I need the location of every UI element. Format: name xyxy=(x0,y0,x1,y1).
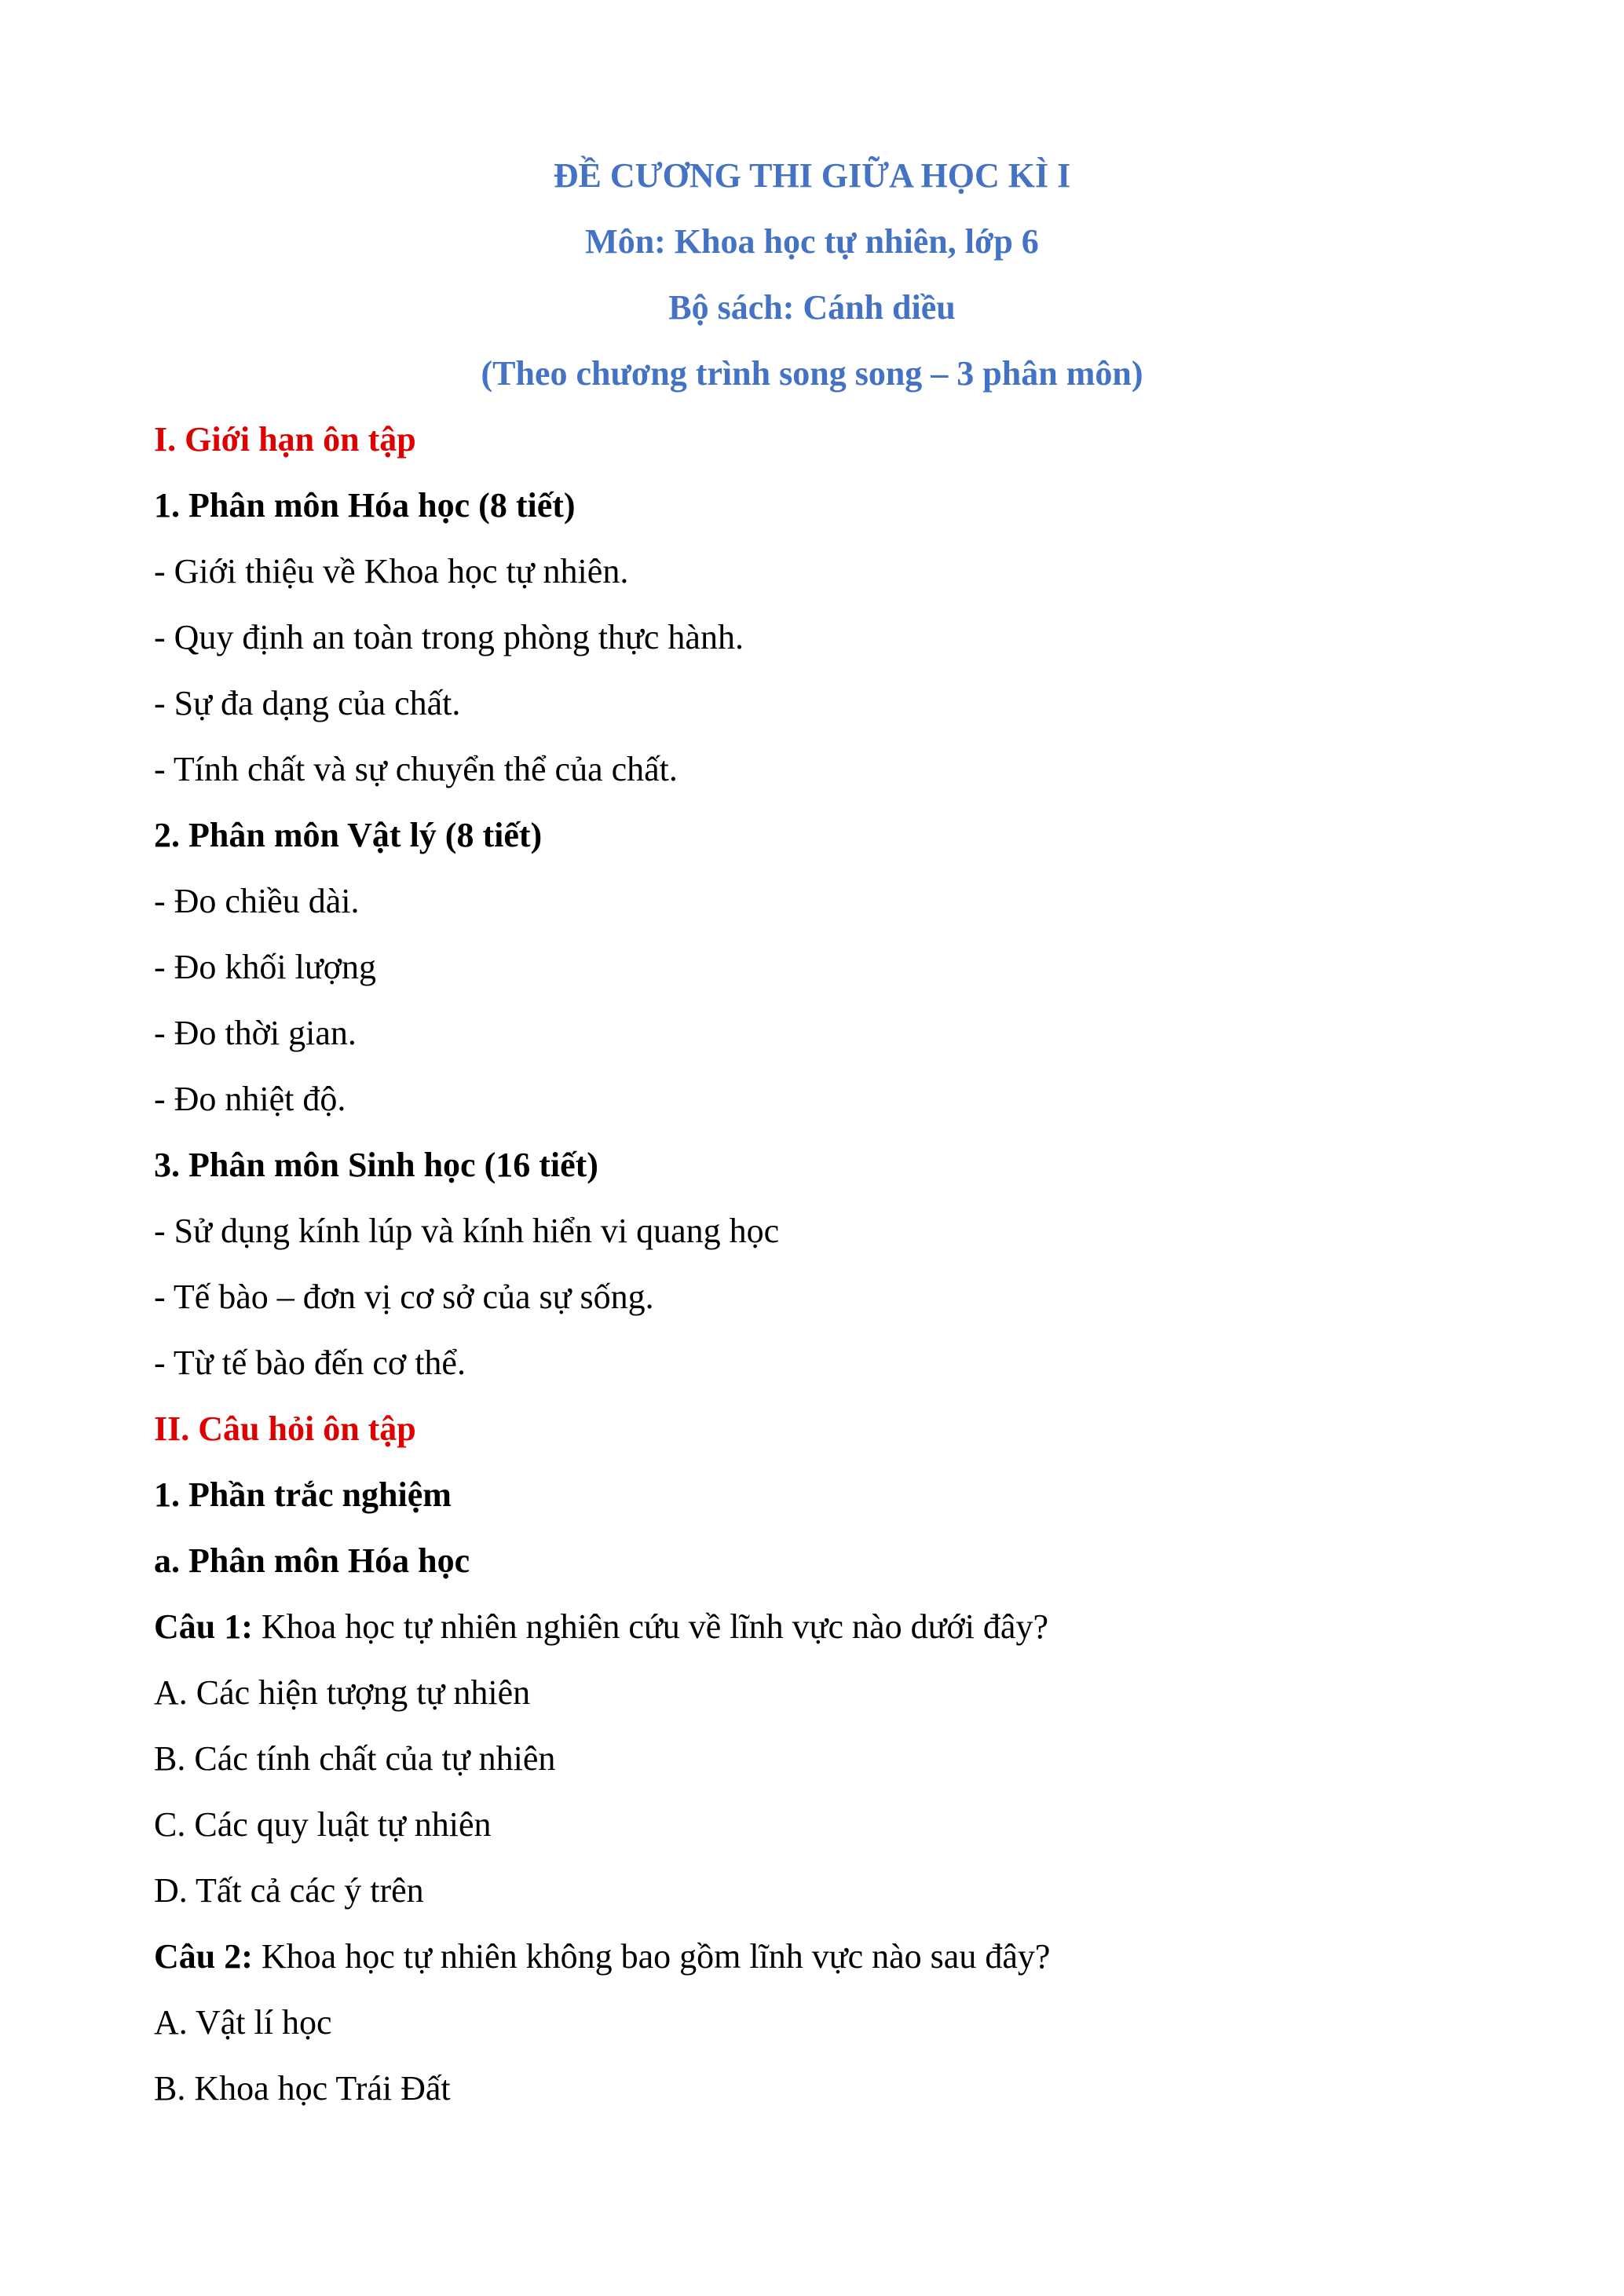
chem-heading: 1. Phân môn Hóa học (8 tiết) xyxy=(154,486,576,525)
question-text: Khoa học tự nhiên không bao gồm lĩnh vực nào sau đây? xyxy=(252,1937,1051,1976)
program-line: (Theo chương trình song song – 3 phân môn) xyxy=(481,354,1143,393)
list-item: - Giới thiệu về Khoa học tự nhiên. xyxy=(154,552,629,590)
question-1 xyxy=(154,1605,1489,1649)
answer-option: A. Các hiện tượng tự nhiên xyxy=(154,1673,531,1712)
section-2-heading: II. Câu hỏi ôn tập xyxy=(154,1409,416,1448)
answer-option: C. Các quy luật tự nhiên xyxy=(154,1805,492,1844)
book-line: Bộ sách: Cánh diều xyxy=(668,288,956,327)
list-item: - Đo chiều dài. xyxy=(154,882,360,920)
subject-line: Môn: Khoa học tự nhiên, lớp 6 xyxy=(585,222,1039,261)
sub-a-heading: a. Phân môn Hóa học xyxy=(154,1541,470,1580)
list-item: - Sự đa dạng của chất. xyxy=(154,684,461,722)
bio-heading: 3. Phân môn Sinh học (16 tiết) xyxy=(154,1146,598,1184)
question-text: Khoa học tự nhiên nghiên cứu về lĩnh vực nào dưới đây? xyxy=(252,1607,1048,1646)
part-1-heading: 1. Phần trắc nghiệm xyxy=(154,1475,452,1514)
section-1-heading: I. Giới hạn ôn tập xyxy=(154,420,416,459)
list-item: - Sử dụng kính lúp và kính hiển vi quang học xyxy=(154,1212,780,1250)
list-item: - Tế bào – đơn vị cơ sở của sự sống. xyxy=(154,1278,654,1316)
answer-option: B. Khoa học Trái Đất xyxy=(154,2069,451,2108)
list-item: - Từ tế bào đến cơ thể. xyxy=(154,1344,466,1382)
list-item: - Tính chất và sự chuyển thể của chất. xyxy=(154,750,678,788)
answer-option: D. Tất cả các ý trên xyxy=(154,1871,424,1910)
question-label: Câu 2: xyxy=(154,1937,253,1976)
question-label: Câu 1: xyxy=(154,1607,253,1646)
list-item: - Đo thời gian. xyxy=(154,1014,357,1052)
answer-option: B. Các tính chất của tự nhiên xyxy=(154,1739,556,1778)
list-item: - Đo khối lượng xyxy=(154,948,376,986)
list-item: - Quy định an toàn trong phòng thực hành. xyxy=(154,618,744,656)
question-2 xyxy=(154,1935,1489,1979)
list-item: - Đo nhiệt độ. xyxy=(154,1080,346,1118)
answer-option: A. Vật lí học xyxy=(154,2003,332,2042)
phys-heading: 2. Phân môn Vật lý (8 tiết) xyxy=(154,816,543,854)
document-title: ĐỀ CƯƠNG THI GIỮA HỌC KÌ I xyxy=(553,156,1071,195)
